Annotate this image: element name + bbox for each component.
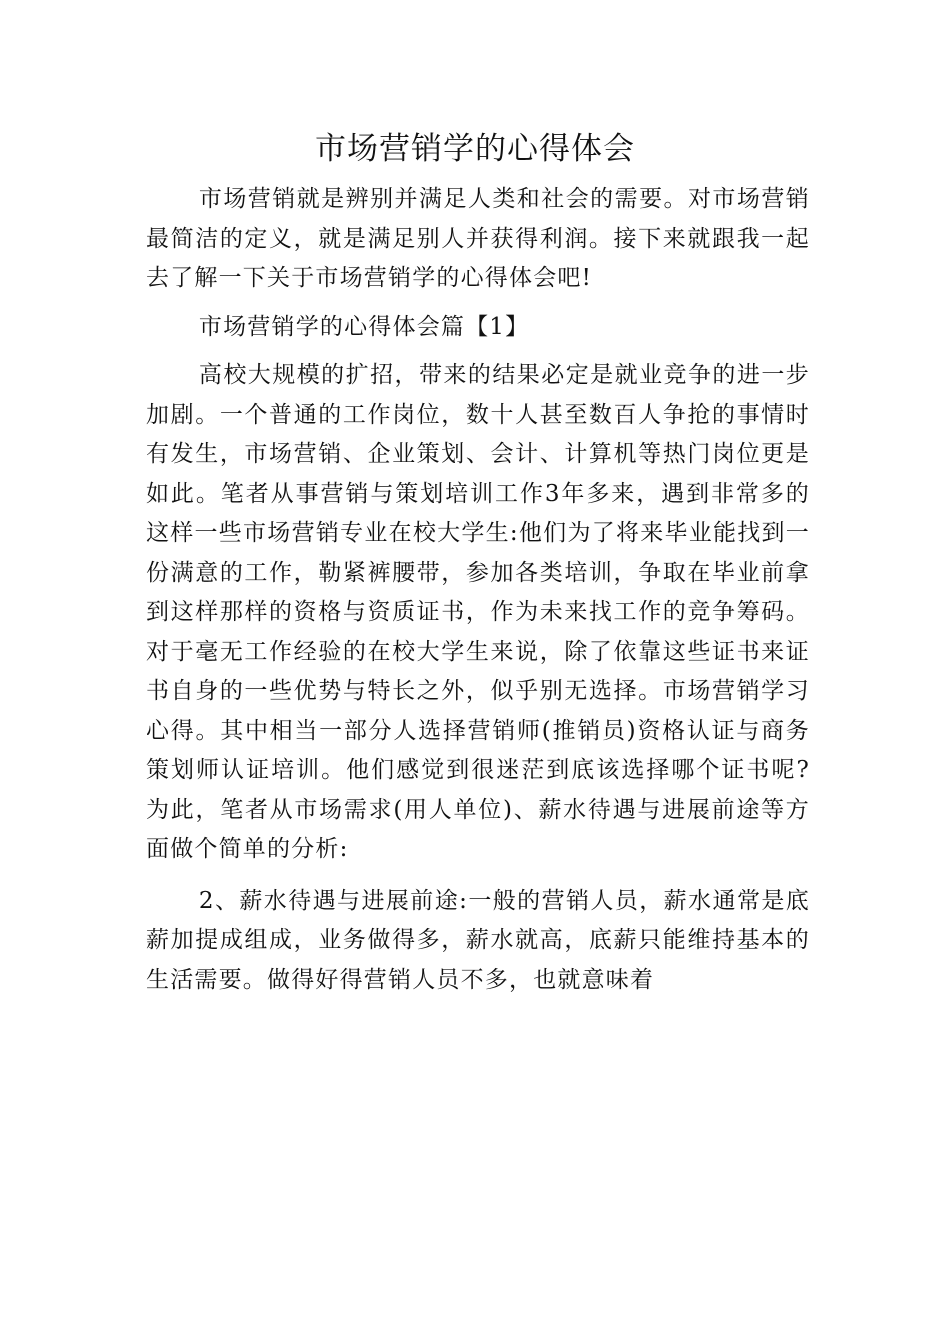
body-paragraph: 高校大规模的扩招，带来的结果必定是就业竞争的进一步加剧。一个普通的工作岗位，数十人甚至数百人争抢的事情时有发生，市场营销、企业策划、会计、计算机等热门岗位更是如此。笔者从事营销与策划培训工作3年多来，遇到非常多的这样一些市场营销专业在校大学生:他们为了将来毕业能找到一份满意的工作，勒紧裤腰带，参加各类培训，争取在毕业前拿到这样那样的资格与资质证书，作为未来找工作的竞争筹码。对于毫无工作经验的在校大学生来说，除了依靠这些证书来证书自身的一些优势与特长之外，似乎别无选择。市场营销学习心得。其中相当一部分人选择营销师(推销员)资格认证与商务策划师认证培训。他们感觉到很迷茫到底该选择哪个证书呢?为此，笔者从市场需求(用人单位)、薪水待遇与进展前途等方面做个简单的分析: bbox=[146, 362, 810, 862]
body-paragraph: 2、薪水待遇与进展前途:一般的营销人员，薪水通常是底薪加提成组成，业务做得多，薪水就高，底薪只能维持基本的生活需要。做得好得营销人员不多，也就意味着 bbox=[146, 887, 810, 993]
section-heading: 市场营销学的心得体会篇【1】 bbox=[198, 313, 530, 340]
intro-paragraph: 市场营销就是辨别并满足人类和社会的需要。对市场营销最简洁的定义，就是满足别人并获得利润。接下来就跟我一起去了解一下关于市场营销学的心得体会吧! bbox=[146, 186, 810, 291]
document-body bbox=[146, 180, 810, 1000]
document-title: 市场营销学的心得体会 bbox=[315, 131, 635, 167]
